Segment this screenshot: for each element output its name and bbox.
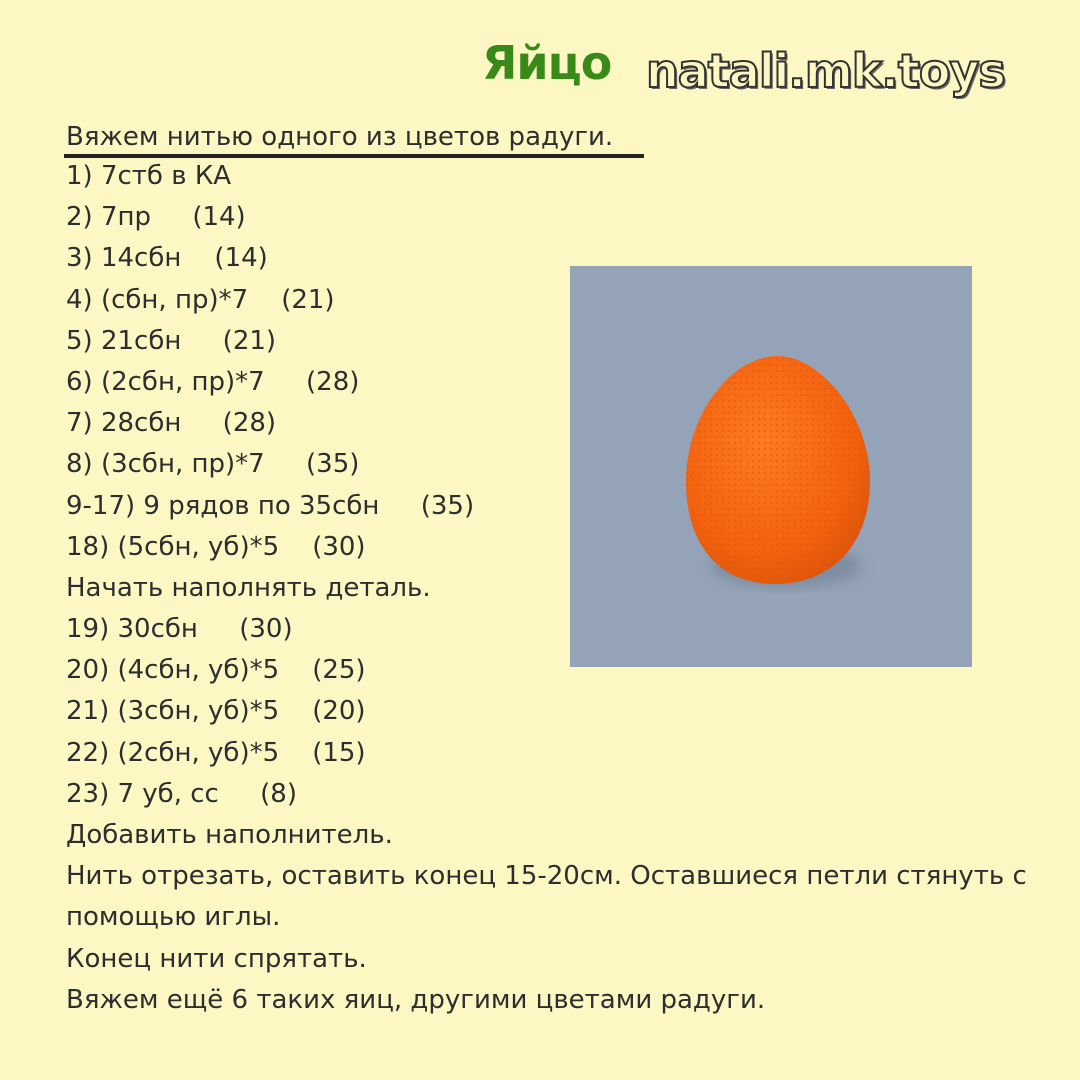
pattern-row: 7) 28сбн (28) [66,408,277,439]
instruction-note: Добавить наполнитель. [66,820,393,850]
pattern-row: 8) (3сбн, пр)*7 (35) [66,449,360,480]
pattern-row: 18) (5сбн, уб)*5 (30) [66,531,366,562]
pattern-row: 20) (4сбн, уб)*5 (25) [66,655,366,686]
crochet-egg-illustration [570,266,972,667]
page-title: Яйцо [482,36,612,90]
pattern-row: 1) 7стб в КА [66,161,232,191]
egg-texture [686,356,870,584]
pattern-row: 5) 21сбн (21) [66,325,277,356]
pattern-row: 9-17) 9 рядов по 35сбн (35) [66,490,475,521]
pattern-row: 22) (2сбн, уб)*5 (15) [66,737,366,768]
instruction-note: Нить отрезать, оставить конец 15-20см. Оставшиеся петли стянуть с помощью иглы. [66,861,1027,933]
instruction-note: Начать наполнять деталь. [66,572,431,603]
pattern-row: 19) 30сбн (30) [66,614,293,645]
pattern-row: 23) 7 уб, сс (8) [66,778,297,809]
pattern-row: 2) 7пр (14) [66,202,246,233]
pattern-row: 4) (сбн, пр)*7 (21) [66,284,335,315]
instruction-note: Вяжем ещё 6 таких яиц, другими цветами радуги. [66,984,766,1015]
intro-text: Вяжем нитью одного из цветов радуги. [66,122,614,152]
pattern-row: 3) 14сбн (14) [66,243,268,274]
egg-photo [570,266,972,667]
pattern-row: 6) (2сбн, пр)*7 (28) [66,366,360,397]
brand-name: natali.mk.toys [646,44,1005,98]
instruction-note: Конец нити спрятать. [66,943,367,974]
pattern-row: 21) (3сбн, уб)*5 (20) [66,696,366,727]
